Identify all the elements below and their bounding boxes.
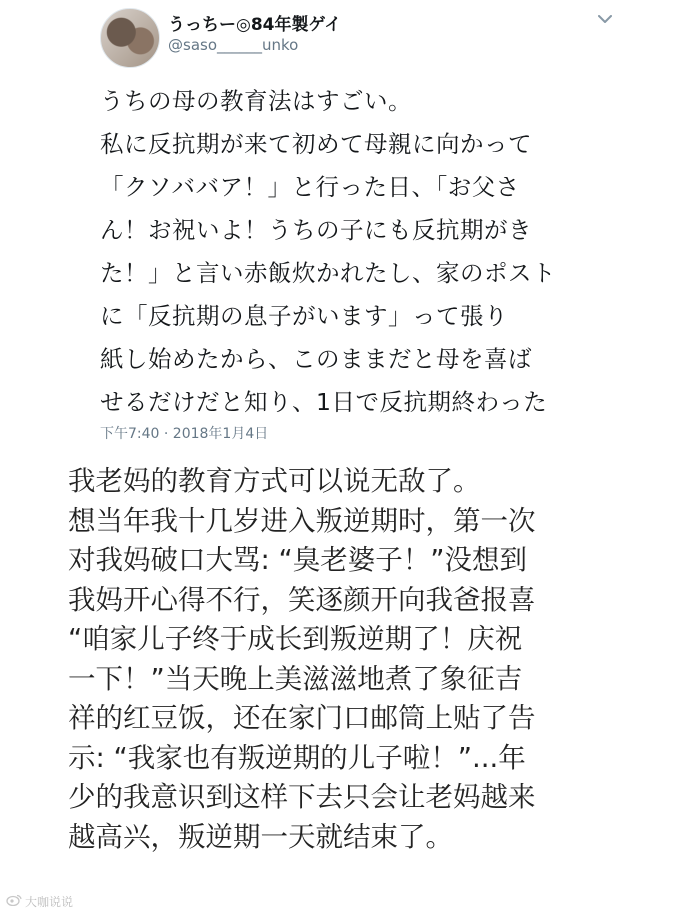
tweet-text-line: に「反抗期の息子がいます」って張り <box>100 302 508 330</box>
caption-line: 我老妈的教育方式可以说无敌了。 <box>68 465 481 497</box>
avatar[interactable] <box>100 8 160 68</box>
watermark-text: 大咖说说 <box>25 895 74 909</box>
tweet-text-line: 紙し始めたから、このままだと母を喜ば <box>100 345 532 373</box>
tweet-card <box>0 0 690 455</box>
user-display-name[interactable]: うっちー◎84年製ゲイ <box>168 15 342 35</box>
tweet-text-line: せるだけだと知り、1日で反抗期終わった <box>100 388 548 416</box>
caption-line: 想当年我十几岁进入叛逆期时，第一次 <box>68 504 536 537</box>
watermark <box>6 893 73 910</box>
tweet-timestamp[interactable]: 下午7:40 · 2018年1月4日 <box>100 426 269 442</box>
tweet-text-line: 私に反抗期が来て初めて母親に向かって <box>100 130 532 158</box>
tweet-text-line: た！」と言い赤飯炊かれたし、家のポスト <box>100 259 556 287</box>
tweet-text <box>100 80 640 424</box>
caption-line: 对我妈破口大骂: “臭老婆子！”没想到 <box>68 544 527 576</box>
tweet-text-line: 「クソババア！」と行った日、「お父さ <box>100 173 520 201</box>
chevron-down-icon[interactable] <box>594 8 616 30</box>
caption-line: 越高兴，叛逆期一天就结束了。 <box>68 820 453 853</box>
tweet-text-line: うちの母の教育法はすごい。 <box>100 87 412 115</box>
caption-line: 一下！”当天晚上美滋滋地煮了象征吉 <box>68 662 523 695</box>
caption-line: 示: “我家也有叛逆期的儿子啦！”...年 <box>68 741 526 774</box>
caption-line: “咱家儿子终于成长到叛逆期了！庆祝 <box>68 623 523 655</box>
caption-line: 少的我意识到这样下去只会让老妈越来 <box>68 781 536 813</box>
weibo-icon <box>6 894 22 909</box>
translation-caption <box>68 462 678 857</box>
caption-line: 祥的红豆饭，还在家门口邮筒上贴了告 <box>68 702 536 734</box>
caption-line: 我妈开心得不行，笑逐颜开向我爸报喜 <box>68 583 536 616</box>
tweet-text-line: ん！お祝いよ！うちの子にも反抗期がき <box>100 216 532 244</box>
user-handle[interactable]: @saso______unko <box>168 36 299 54</box>
